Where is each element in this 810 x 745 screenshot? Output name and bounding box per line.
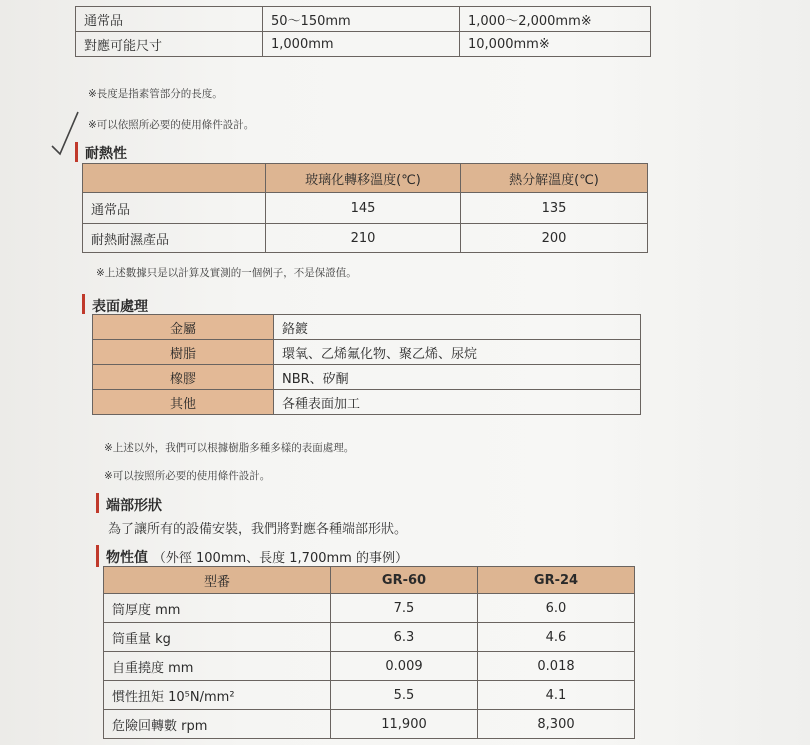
- table-cell: 危險回轉數 rpm: [104, 710, 331, 739]
- props-subtitle: （外徑 100mm、長度 1,700mm 的事例）: [152, 551, 408, 566]
- table-cell: 145: [266, 193, 461, 224]
- heat-title: 耐熱性: [85, 146, 127, 162]
- table-row: [93, 340, 641, 365]
- table-row: [104, 681, 635, 710]
- table-header-cell: GR-60: [331, 567, 478, 594]
- end-shape-title: 端部形狀: [106, 498, 162, 514]
- table-cell: 6.0: [478, 594, 635, 623]
- table-cell: 鉻鍍: [274, 315, 641, 340]
- size-note-1: ※長度是指素管部分的長度。: [88, 88, 223, 100]
- table-cell: 0.018: [478, 652, 635, 681]
- table-row: [93, 365, 641, 390]
- size-table: [75, 6, 651, 57]
- table-cell: 橡膠: [93, 365, 274, 390]
- table-cell: NBR、矽酮: [274, 365, 641, 390]
- table-cell: 4.1: [478, 681, 635, 710]
- table-cell: 對應可能尺寸: [76, 32, 263, 57]
- props-table: [103, 566, 635, 739]
- surface-table: [92, 314, 641, 415]
- check-mark-icon: [48, 108, 84, 158]
- table-cell: 135: [461, 193, 648, 224]
- table-cell: 慣性扭矩 10⁵N/mm²: [104, 681, 331, 710]
- surface-title: 表面處理: [92, 299, 148, 315]
- table-row: [76, 32, 651, 57]
- table-cell: 樹脂: [93, 340, 274, 365]
- props-title: [106, 547, 408, 567]
- table-header-row: [104, 567, 635, 594]
- table-cell: 筒厚度 mm: [104, 594, 331, 623]
- table-cell: 其他: [93, 390, 274, 415]
- table-cell: 1,000mm: [263, 32, 460, 57]
- table-cell: 1,000～2,000mm※: [460, 7, 651, 32]
- size-note-2: ※可以依照所必要的使用條件設計。: [88, 119, 255, 131]
- table-row: [93, 315, 641, 340]
- props-title-text: 物性值: [106, 550, 148, 566]
- table-header-cell: [83, 164, 266, 193]
- table-cell: 自重撓度 mm: [104, 652, 331, 681]
- table-header-cell: 熱分解溫度(℃): [461, 164, 648, 193]
- surface-note-1: ※上述以外，我們可以根據樹脂多種多樣的表面處理。: [104, 442, 355, 454]
- section-marker: [96, 545, 99, 567]
- table-cell: 10,000mm※: [460, 32, 651, 57]
- table-row: [104, 623, 635, 652]
- table-cell: 環氧、乙烯氟化物、聚乙烯、尿烷: [274, 340, 641, 365]
- heat-table: [82, 163, 648, 253]
- table-cell: 通常品: [76, 7, 263, 32]
- table-row: [83, 193, 648, 224]
- table-header-cell: 型番: [104, 567, 331, 594]
- table-header-row: [83, 164, 648, 193]
- table-cell: 210: [266, 224, 461, 253]
- table-cell: 耐熱耐濕產品: [83, 224, 266, 253]
- heat-note: ※上述數據只是以計算及實測的一個例子，不是保證值。: [96, 267, 357, 279]
- table-cell: 7.5: [331, 594, 478, 623]
- table-row: [104, 710, 635, 739]
- table-row: [83, 224, 648, 253]
- table-cell: 8,300: [478, 710, 635, 739]
- table-row: [104, 594, 635, 623]
- section-marker: [82, 294, 85, 314]
- section-marker: [75, 142, 78, 162]
- table-header-cell: GR-24: [478, 567, 635, 594]
- table-cell: 筒重量 kg: [104, 623, 331, 652]
- table-cell: 50～150mm: [263, 7, 460, 32]
- table-cell: 6.3: [331, 623, 478, 652]
- table-cell: 金屬: [93, 315, 274, 340]
- table-cell: 200: [461, 224, 648, 253]
- table-cell: 5.5: [331, 681, 478, 710]
- surface-note-2: ※可以按照所必要的使用條件設計。: [104, 470, 271, 482]
- table-cell: 11,900: [331, 710, 478, 739]
- table-cell: 0.009: [331, 652, 478, 681]
- table-row: [76, 7, 651, 32]
- table-header-cell: 玻璃化轉移溫度(℃): [266, 164, 461, 193]
- table-cell: 各種表面加工: [274, 390, 641, 415]
- section-marker: [96, 493, 99, 513]
- end-shape-text: 為了讓所有的設備安裝，我們將對應各種端部形狀。: [108, 522, 408, 537]
- table-row: [93, 390, 641, 415]
- table-cell: 4.6: [478, 623, 635, 652]
- table-cell: 通常品: [83, 193, 266, 224]
- table-row: [104, 652, 635, 681]
